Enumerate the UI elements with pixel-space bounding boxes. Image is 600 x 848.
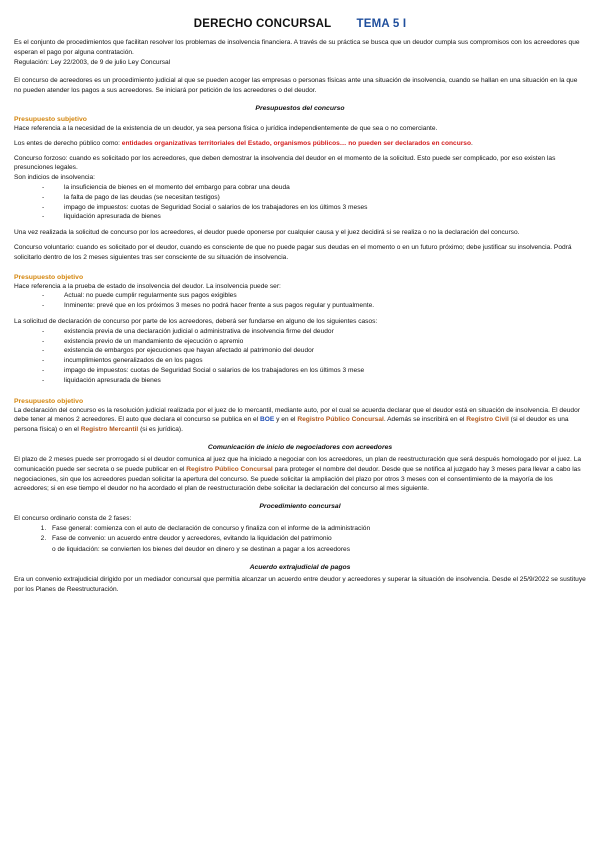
entes-highlight: entidades organizativas territoriales del Estado, organismos públicos… no pueden ser declarados en concurso xyxy=(121,139,471,147)
declaracion-text-b: y en el xyxy=(274,416,298,424)
heading-presupuesto-subjetivo: Presupuesto subjetivo xyxy=(14,115,87,123)
liquidacion-line: o de liquidación: se convierten los bienes del deudor en dinero y se destinan a pagar a los acreedores xyxy=(52,546,351,554)
acuerdo-paragraph: Era un convenio extrajudicial dirigido por un mediador concursal que permitía alcanzar un acuerdo entre deudor y acreedores y superar la situación de insolvencia. Desde el 25/9/2022 se sustituye por los Planes de Reestructuración. xyxy=(14,576,586,594)
declaracion-text-a: La declaración del concurso es la resolución judicial realizada por el juez de lo mercantil, mediante auto, por el cual se acuerda declarar que el deudor está en situación de insolvencia. El deudor debe tener al menos 2 acreedores. El auto que declara el concurso se publica en el xyxy=(14,406,580,424)
heading-presupuesto-objetivo-2: Presupuesto objetivo xyxy=(14,397,84,405)
casos-list xyxy=(14,327,586,386)
tema-label: TEMA 5 I xyxy=(356,18,407,30)
intro-paragraph: Es el conjunto de procedimientos que facilitan resolver los problemas de insolvencia financiera. A través de su práctica se busca que un deudor cumpla sus compromisos con los acreedores que esperan el pago por alguna contratación. xyxy=(14,39,580,56)
regulation-line: Regulación: Ley 22/2003, de 9 de julio Ley Concursal xyxy=(14,58,171,66)
entes-publicos-paragraph xyxy=(14,139,586,149)
registro-civil: Registro Civil xyxy=(466,416,509,424)
insolvencia-tipos-list xyxy=(14,291,586,311)
list-item: - existencia previa de una declaración judicial o administrativa de insolvencia firme del deudor xyxy=(50,327,586,337)
concurso-definition: El concurso de acreedores es un procedimiento judicial al que se pueden acoger las empresas o personas físicas ante una situación de insolvencia, cuando se hallan en una situación en la que no pueden atender los pagos a sus acreedores. Se iniciará por petición de los acreedores o del deudor. xyxy=(14,77,578,95)
declaracion-paragraph xyxy=(14,406,586,435)
list-item: - liquidación apresurada de bienes xyxy=(50,376,586,386)
list-item: - la falta de pago de las deudas (se necesitan testigos) xyxy=(50,193,586,203)
section-heading-presupuestos: Presupuestos del concurso xyxy=(255,104,345,112)
indicios-label: Son indicios de insolvencia: xyxy=(14,174,96,182)
list-item: - existencia previo de un mandamiento de ejecución o apremio xyxy=(50,337,586,347)
list-item: 2. Fase de convenio: un acuerdo entre deudor y acreedores, evitando la liquidación del patrimonio xyxy=(48,534,586,544)
list-item: - Inminente: prevé que en los próximos 3 meses no podrá hacer frente a sus pagos regular y puntualmente. xyxy=(50,301,586,311)
list-item: - liquidación apresurada de bienes xyxy=(50,212,586,222)
list-item: - impago de impuestos: cuotas de Seguridad Social o salarios de los trabajadores en los últimos 3 meses xyxy=(50,203,586,213)
entes-pre-text: Los entes de derecho público como: xyxy=(14,139,122,147)
subjetivo-paragraph: Hace referencia a la necesidad de la existencia de un deudor, ya sea persona física o jurídica independientemente de que sea o no comerciante. xyxy=(14,124,438,132)
indicios-list xyxy=(14,183,586,222)
declaracion-text-d: (si el deudor es una persona física) o en el xyxy=(14,416,569,434)
list-item: - existencia de embargos por ejecuciones que hayan afectado al patrimonio del deudor xyxy=(50,346,586,356)
section-heading-procedimiento: Procedimiento concursal xyxy=(259,503,341,511)
section-heading-acuerdo: Acuerdo extrajudicial de pagos xyxy=(249,564,351,572)
registro-mercantil: Registro Mercantil xyxy=(80,426,139,434)
boe-link: BOE xyxy=(259,416,275,424)
list-item: - impago de impuestos: cuotas de Seguridad Social o salarios de los trabajadores en los últimos 3 mese xyxy=(50,366,586,376)
document-title xyxy=(14,18,586,30)
comunicacion-text-a: El plazo de 2 meses puede ser prorrogado si el deudor comunica al juez que ha iniciado a negociar con los acreedores, un plan de reestructuración que será después homologado por el juez. La comunicación puede ser secreta o se puede publicar en el xyxy=(14,455,582,473)
comunicacion-paragraph xyxy=(14,455,586,494)
concurso-forzoso-paragraph: Concurso forzoso: cuando es solicitado por los acreedores, que deben demostrar la insolvencia del deudor en el momento de la solicitud. Esto puede ser complicado, por eso existen las presunciones legales. xyxy=(14,154,556,172)
list-item: - la insuficiencia de bienes en el momento del embargo para cobrar una deuda xyxy=(50,183,586,193)
oposicion-paragraph: Una vez realizada la solicitud de concurso por los acreedores, el deudor puede oponerse por cualquier causa y el juez decidirá si se realiza o no la declaración del concurso. xyxy=(14,229,520,237)
declaracion-text-e: (si es jurídica). xyxy=(138,426,183,434)
section-heading-comunicacion: Comunicación de inicio de negociadores con acreedores xyxy=(207,443,393,451)
registro-publico-concursal: Registro Público Concursal xyxy=(297,416,384,424)
list-item: - incumplimientos generalizados de en los pagos xyxy=(50,356,586,366)
entes-post-text: . xyxy=(470,139,473,147)
concurso-voluntario-paragraph: Concurso voluntario: cuando es solicitado por el deudor, cuando es consciente de que no puede pagar sus deudas en el momento o en un futuro próximo; debe justificar su insolvencia. Podrá solicitarlo dentro de los 2 meses siguientes tras ser consciente de su situación de insolvencia. xyxy=(14,243,572,261)
fases-list xyxy=(14,524,586,544)
objetivo-paragraph: Hace referencia a la prueba de estado de insolvencia del deudor. La insolvencia puede ser: xyxy=(14,282,281,290)
procedimiento-intro: El concurso ordinario consta de 2 fases: xyxy=(14,515,132,523)
solicitud-paragraph: La solicitud de declaración de concurso por parte de los acreedores, deberá ser fundarse en alguno de los siguientes casos: xyxy=(14,317,378,325)
list-item: - Actual: no puede cumplir regularmente sus pagos exigibles xyxy=(50,291,586,301)
registro-publico-concursal: Registro Público Concursal xyxy=(186,465,273,473)
title-text: DERECHO CONCURSAL xyxy=(193,18,332,30)
declaracion-text-c: . Además se inscribirá en el xyxy=(383,416,467,424)
comunicacion-text-b: para proteger el nombre del deudor. Desde que se notifica al juzgado hay 3 meses para llevar a cabo las negociaciones, sin que los acreedores puedan solicitar la apertura del concurso. Se puede solicitar la ampliación del plazo por otros 3 meses con el consentimiento de la mayoría de los acreedores; si en ese tiempo el deudor no ha acordado el plan de reestructuración debe solicitar la declaración del concurso al mes siguiente. xyxy=(14,465,581,493)
heading-presupuesto-objetivo: Presupuesto objetivo xyxy=(14,273,84,281)
list-item: 1. Fase general: comienza con el auto de declaración de concurso y finaliza con el informe de la administración xyxy=(48,524,586,534)
